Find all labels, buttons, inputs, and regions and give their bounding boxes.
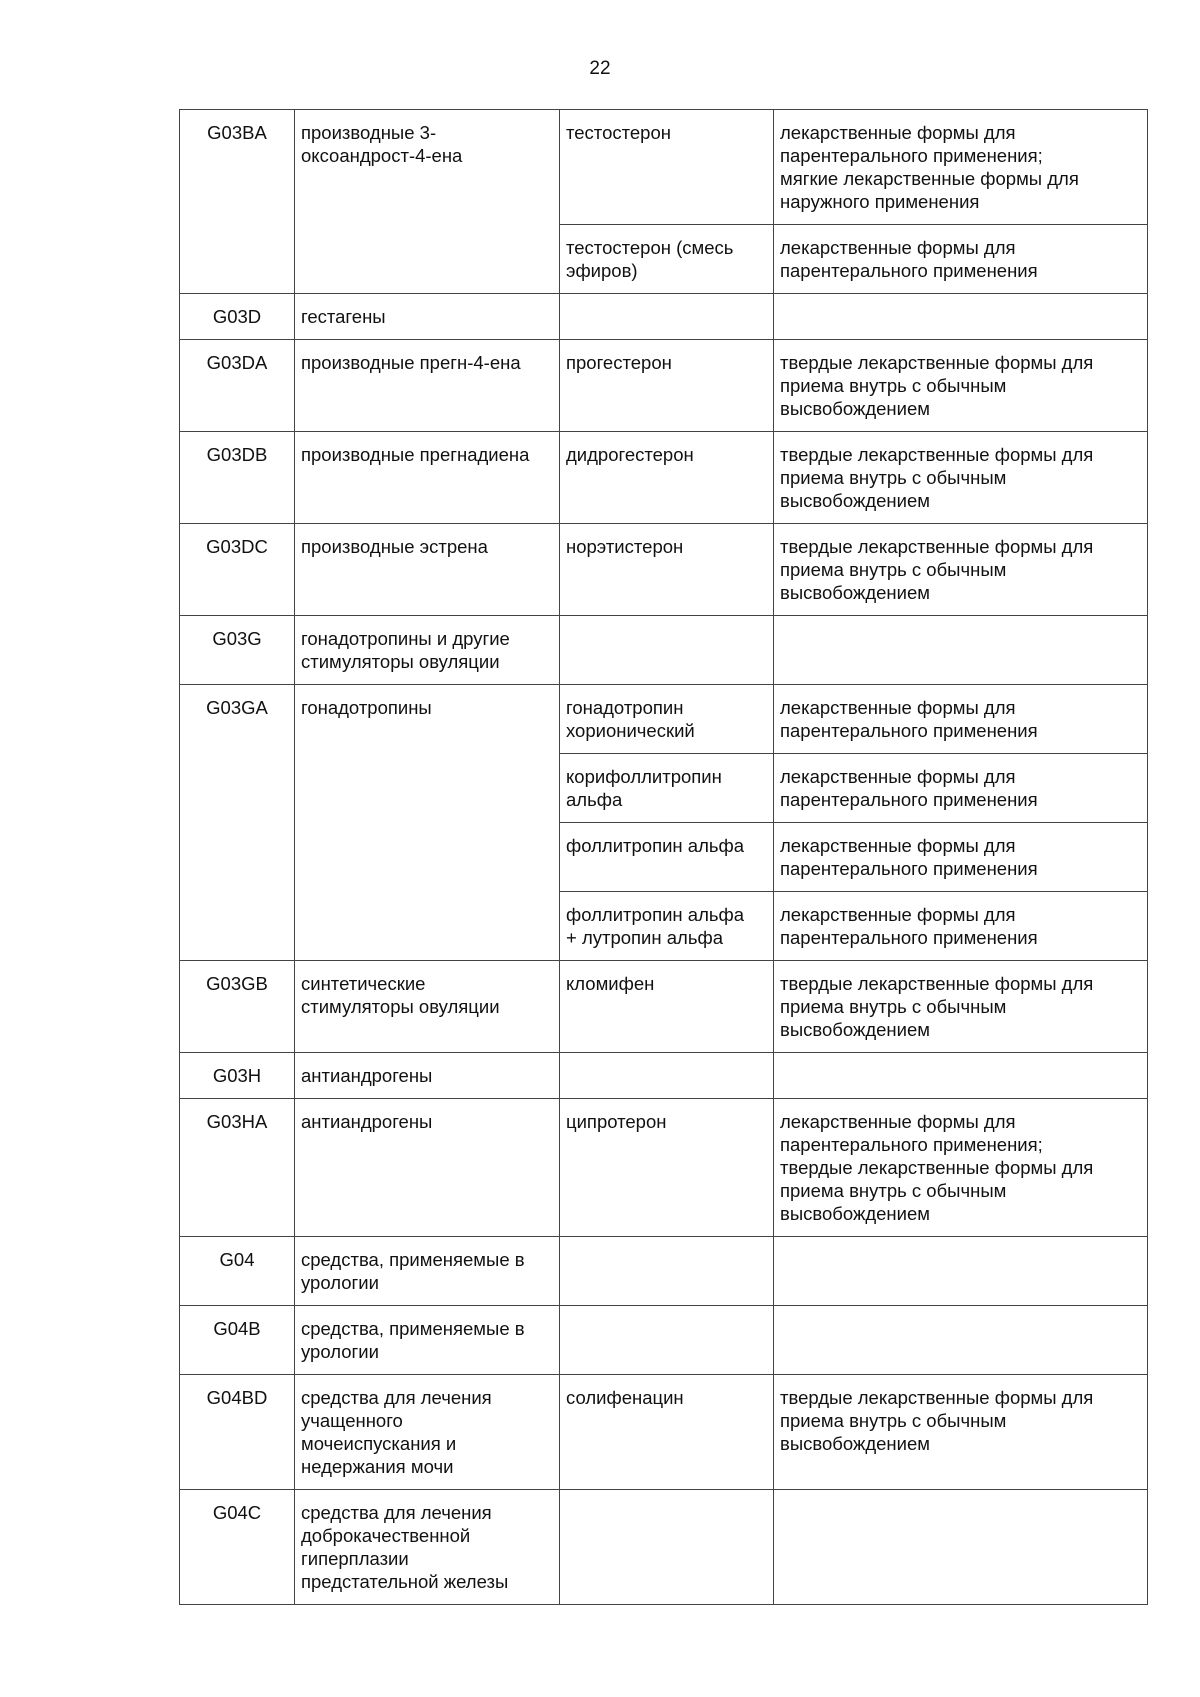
drug-name: фоллитропин альфа + лутропин альфа: [560, 892, 774, 961]
atc-code: G04C: [180, 1490, 295, 1605]
dosage-form: лекарственные формы для парентерального применения; твердые лекарственные формы для приема внутрь с обычным высвобождением: [774, 1099, 1148, 1237]
group-name: средства, применяемые в урологии: [295, 1237, 560, 1306]
table-row: [180, 961, 1148, 1053]
table-row: [180, 340, 1148, 432]
drug-name: [560, 616, 774, 685]
atc-code: G03DB: [180, 432, 295, 524]
group-name: гонадотропины: [295, 685, 560, 961]
table-row: [180, 1099, 1148, 1237]
atc-code: G03GB: [180, 961, 295, 1053]
group-name: средства для лечения доброкачественной гиперплазии предстательной железы: [295, 1490, 560, 1605]
dosage-form: [774, 616, 1148, 685]
drug-name: ципротерон: [560, 1099, 774, 1237]
drug-name: солифенацин: [560, 1375, 774, 1490]
dosage-form: твердые лекарственные формы для приема внутрь с обычным высвобождением: [774, 961, 1148, 1053]
drug-table: [179, 109, 1148, 1605]
table-row: [180, 1306, 1148, 1375]
dosage-form: [774, 1053, 1148, 1099]
atc-code: G04: [180, 1237, 295, 1306]
atc-code: G03GA: [180, 685, 295, 961]
group-name: производные 3- оксоандрост-4-ена: [295, 110, 560, 294]
table-row: [180, 1237, 1148, 1306]
dosage-form: [774, 1306, 1148, 1375]
dosage-form: твердые лекарственные формы для приема внутрь с обычным высвобождением: [774, 340, 1148, 432]
table-row: [180, 1053, 1148, 1099]
atc-code: G04B: [180, 1306, 295, 1375]
atc-code: G04BD: [180, 1375, 295, 1490]
drug-name: [560, 1237, 774, 1306]
drug-name: кломифен: [560, 961, 774, 1053]
drug-name: фоллитропин альфа: [560, 823, 774, 892]
table-row: [180, 616, 1148, 685]
group-name: средства для лечения учащенного мочеиспускания и недержания мочи: [295, 1375, 560, 1490]
dosage-form: твердые лекарственные формы для приема внутрь с обычным высвобождением: [774, 1375, 1148, 1490]
atc-code: G03G: [180, 616, 295, 685]
drug-name: тестостерон (смесь эфиров): [560, 225, 774, 294]
drug-name: норэтистерон: [560, 524, 774, 616]
group-name: производные прегнадиена: [295, 432, 560, 524]
page-number: 22: [589, 58, 611, 79]
group-name: антиандрогены: [295, 1099, 560, 1237]
atc-code: G03DC: [180, 524, 295, 616]
atc-code: G03H: [180, 1053, 295, 1099]
atc-code: G03D: [180, 294, 295, 340]
drug-name: корифоллитропин альфа: [560, 754, 774, 823]
dosage-form: твердые лекарственные формы для приема внутрь с обычным высвобождением: [774, 524, 1148, 616]
drug-name: тестостерон: [560, 110, 774, 225]
dosage-form: лекарственные формы для парентерального применения: [774, 225, 1148, 294]
dosage-form: лекарственные формы для парентерального применения: [774, 685, 1148, 754]
group-name: антиандрогены: [295, 1053, 560, 1099]
dosage-form: [774, 294, 1148, 340]
drug-name: дидрогестерон: [560, 432, 774, 524]
atc-code: G03DA: [180, 340, 295, 432]
dosage-form: [774, 1237, 1148, 1306]
dosage-form: [774, 1490, 1148, 1605]
group-name: гонадотропины и другие стимуляторы овуляции: [295, 616, 560, 685]
drug-name: гонадотропин хорионический: [560, 685, 774, 754]
atc-code: G03BA: [180, 110, 295, 294]
drug-name: прогестерон: [560, 340, 774, 432]
drug-name: [560, 1306, 774, 1375]
table-row: [180, 110, 1148, 225]
dosage-form: лекарственные формы для парентерального применения: [774, 754, 1148, 823]
group-name: производные прегн-4-ена: [295, 340, 560, 432]
dosage-form: лекарственные формы для парентерального применения: [774, 823, 1148, 892]
table-row: [180, 1490, 1148, 1605]
drug-name: [560, 1490, 774, 1605]
table-row: [180, 524, 1148, 616]
table-row: [180, 1375, 1148, 1490]
drug-name: [560, 1053, 774, 1099]
group-name: синтетические стимуляторы овуляции: [295, 961, 560, 1053]
dosage-form: твердые лекарственные формы для приема внутрь с обычным высвобождением: [774, 432, 1148, 524]
group-name: производные эстрена: [295, 524, 560, 616]
dosage-form: лекарственные формы для парентерального применения; мягкие лекарственные формы для наружного применения: [774, 110, 1148, 225]
dosage-form: лекарственные формы для парентерального применения: [774, 892, 1148, 961]
drug-name: [560, 294, 774, 340]
group-name: средства, применяемые в урологии: [295, 1306, 560, 1375]
table-row: [180, 432, 1148, 524]
group-name: гестагены: [295, 294, 560, 340]
table-row: [180, 685, 1148, 754]
atc-code: G03HA: [180, 1099, 295, 1237]
table-row: [180, 294, 1148, 340]
